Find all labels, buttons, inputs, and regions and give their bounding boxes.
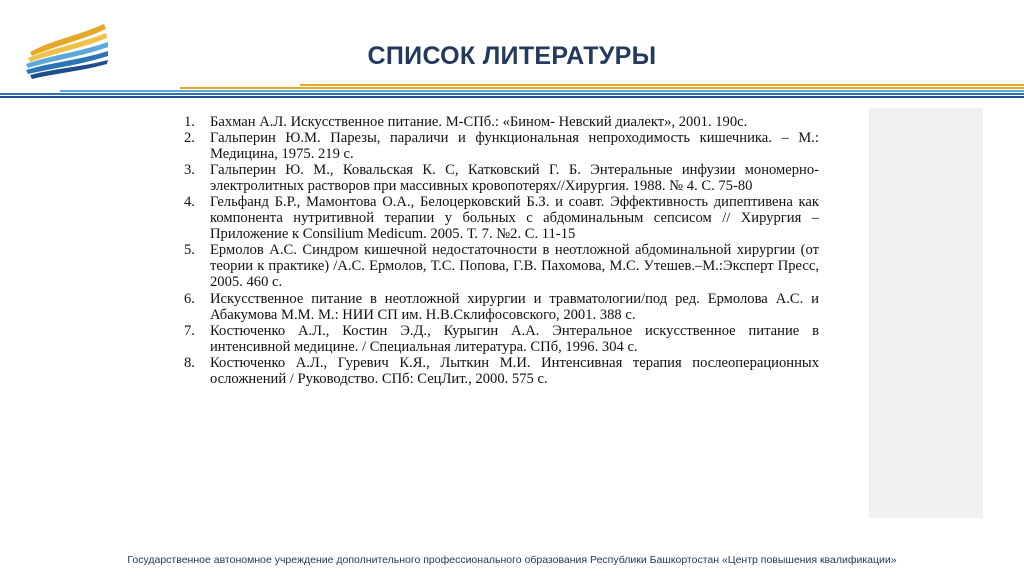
reference-number: 8. [184, 354, 195, 371]
reference-text: Искусственное питание в неотложной хирургии и травматологии/под ред. Ермолова А.С. и Абакумова М.М. М.: НИИ СП им. Н.В.Склифосовского, 2001. 388 с. [210, 290, 819, 323]
reference-number: 5. [184, 242, 195, 259]
reference-text: Бахман А.Л. Искусственное питание. М-СПб.: «Бином- Невский диалект», 2001. 190с. [210, 114, 748, 130]
reference-item [174, 114, 819, 130]
page-title: СПИСОК ЛИТЕРАТУРЫ [367, 42, 657, 70]
reference-item [174, 355, 819, 387]
reference-number: 2. [184, 130, 195, 147]
reference-item [174, 323, 819, 355]
reference-number: 7. [184, 322, 195, 339]
reference-text: Костюченко А.Л., Гуревич К.Я., Лыткин М.И. Интенсивная терапия послеоперационных осложнений / Руководство. СПб: СецЛит., 2000. 575 с. [210, 354, 819, 387]
reference-item [174, 162, 819, 194]
footer-text: Государственное автономное учреждение дополнительного профессионального образования Республики Башкортостан «Центр повышения квалификации» [127, 554, 897, 566]
reference-text: Гальперин Ю. М., Ковальская К. С, Катковский Г. Б. Энтеральные инфузии мономерно-электролитных растворов при массивных кровопотерях//Хирургия. 1988. № 4. С. 75-80 [210, 162, 819, 195]
header-divider [0, 84, 1024, 100]
reference-item [174, 194, 819, 242]
reference-text: Костюченко А.Л., Костин Э.Д., Курыгин А.А. Энтеральное искусственное питание в интенсивной медицине. / Специальная литература. СПб, 1996. 304 с. [210, 322, 819, 355]
reference-item [174, 242, 819, 290]
reference-text: Ермолов А.С. Синдром кишечной недостаточности в неотложной абдоминальной хирургии (от теории к практике) /А.С. Ермолов, Т.С. Попова, Г.В. Пахомова, М.С. Утешев.–М.:Эксперт Пресс, 2005. 460 с. [210, 242, 819, 291]
reference-text: Гальперин Ю.М. Парезы, параличи и функциональная непроходимость кишечника. – М.: Медицина, 1975. 219 с. [210, 130, 819, 163]
reference-item [174, 291, 819, 323]
reference-number: 3. [184, 162, 195, 179]
reference-number: 6. [184, 290, 195, 307]
side-panel [869, 108, 983, 518]
reference-item [174, 130, 819, 162]
references-list [174, 114, 819, 387]
reference-number: 1. [184, 114, 195, 130]
reference-text: Гельфанд Б.Р., Мамонтова О.А., Белоцерковский Б.З. и соавт. Эффективность дипептивена как компонента нутритивной терапии у больных с абдоминальным сепсисом // Хирургия – Приложение к Consilium Medicum. 2005. Т. 7. №2. С. 11-15 [210, 194, 819, 243]
reference-number: 4. [184, 194, 195, 211]
